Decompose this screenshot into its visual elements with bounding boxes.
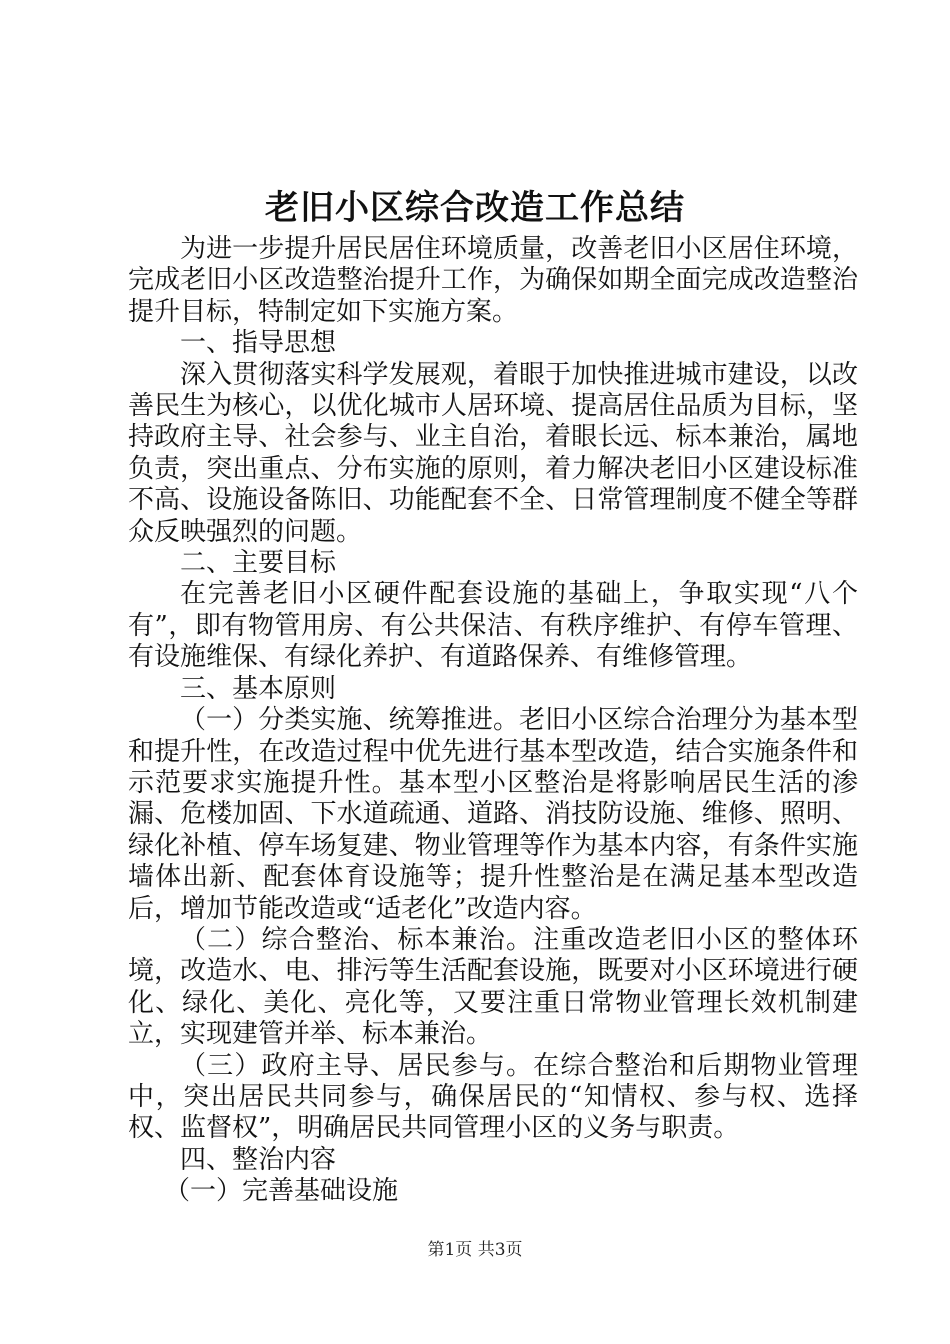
paragraph-guiding-ideology: 深入贯彻落实科学发展观，着眼于加快推进城市建设，以改善民生为核心，以优化城市人居环境、提高居住品质为目标，坚持政府主导、社会参与、业主自治，着眼长远、标本兼治，属地负责，突出重点、分布实施的原则，着力解决老旧小区建设标准不高、设施设备陈旧、功能配套不全、日常管理制度不健全等群众反映强烈的问题。: [128, 359, 858, 547]
page-number-footer: 第1页 共3页: [427, 1240, 523, 1260]
paragraph-principle-1: （一）分类实施、统筹推进。老旧小区综合治理分为基本型和提升性，在改造过程中优先进行基本型改造，结合实施条件和示范要求实施提升性。基本型小区整治是将影响居民生活的渗漏、危楼加固、下水道疏通、道路、消技防设施、维修、照明、绿化补植、停车场复建、物业管理等作为基本内容，有条件实施墙体出新、配套体育设施等；提升性整治是在满足基本型改造后，增加节能改造或“适老化”改造内容。: [128, 705, 858, 924]
paragraph-main-goals: 在完善老旧小区硬件配套设施的基础上，争取实现“八个有”，即有物管用房、有公共保洁、有秩序维护、有停车管理、有设施维保、有绿化养护、有道路保养、有维修管理。: [128, 579, 858, 673]
document-body: [128, 234, 858, 1208]
section-heading-basic-principles: 三、基本原则: [180, 673, 337, 704]
intro-paragraph: 为进一步提升居民居住环境质量，改善老旧小区居住环境，完成老旧小区改造整治提升工作，为确保如期全面完成改造整治提升目标，特制定如下实施方案。: [128, 234, 858, 327]
section-heading-renovation-content: 四、整治内容: [180, 1144, 337, 1175]
section-heading-guiding-ideology: 一、指导思想: [180, 328, 337, 359]
subsection-heading-infrastructure: （一）完善基础设施: [164, 1176, 399, 1207]
paragraph-principle-2: （二）综合整治、标本兼治。注重改造老旧小区的整体环境，改造水、电、排污等生活配套设施，既要对小区环境进行硬化、绿化、美化、亮化等，又要注重日常物业管理长效机制建立，实现建管并举、标本兼治。: [128, 924, 858, 1050]
document-title: 老旧小区综合改造工作总结: [265, 188, 685, 228]
paragraph-principle-3: （三）政府主导、居民参与。在综合整治和后期物业管理中，突出居民共同参与，确保居民的“知情权、参与权、选择权、监督权”，明确居民共同管理小区的义务与职责。: [128, 1050, 858, 1144]
section-heading-main-goals: 二、主要目标: [180, 548, 337, 579]
